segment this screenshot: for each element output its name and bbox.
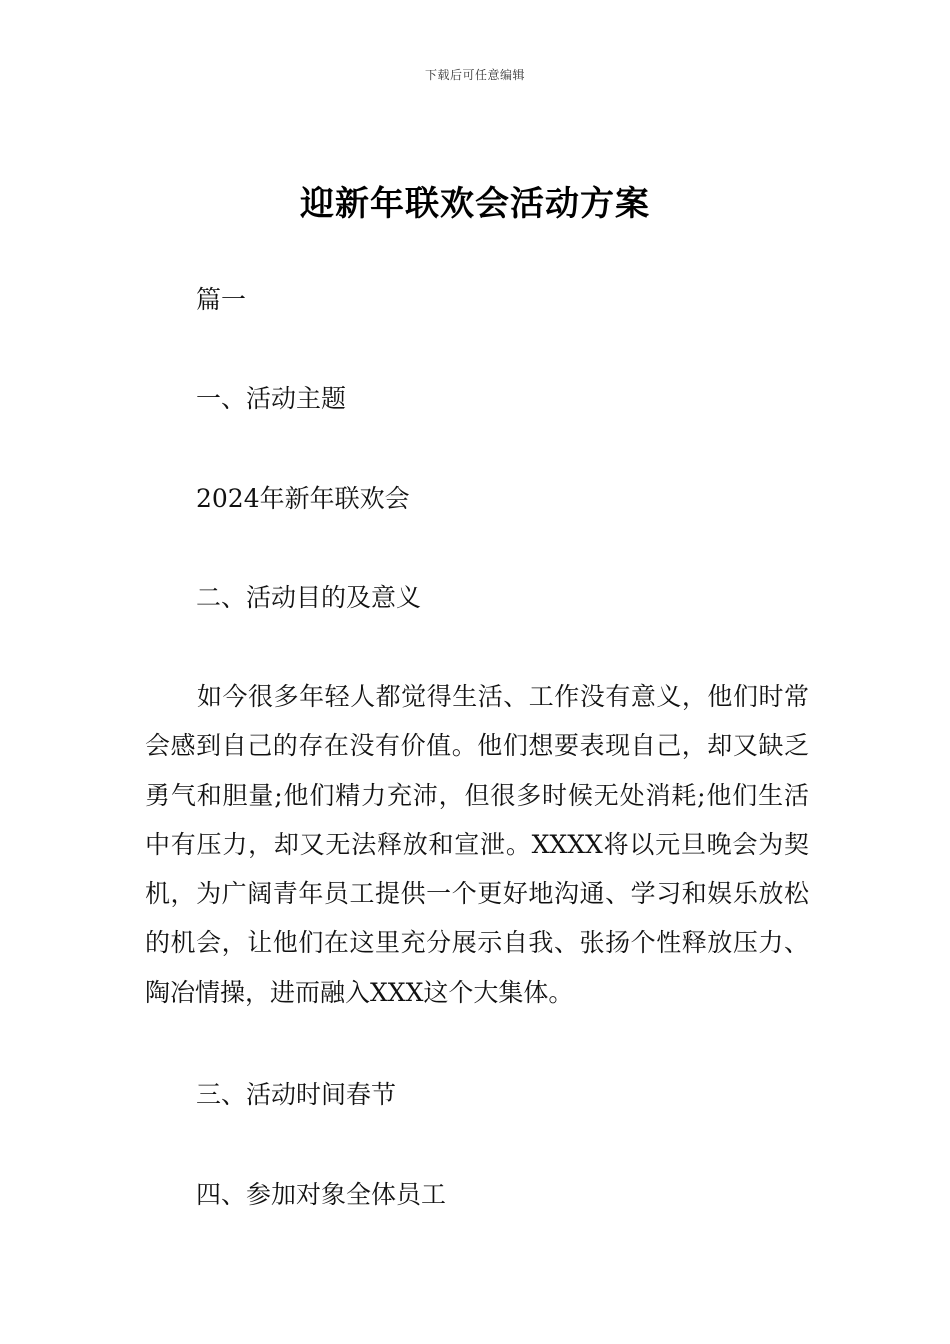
section-body-purpose: 如今很多年轻人都觉得生活、工作没有意义，他们时常会感到自己的存在没有价值。他们想要表现自己，却又缺乏勇气和胆量;他们精力充沛，但很多时候无处消耗;他们生活中有压力，却又无法释放和宣泄。XXXX将以元旦晚会为契机，为广阔青年员工提供一个更好地沟通、学习和娱乐放松的机会，让他们在这里充分展示自我、张扬个性释放压力、陶冶情操，进而融入XXX这个大集体。 xyxy=(145,682,809,1007)
document-title: 迎新年联欢会活动方案 xyxy=(300,184,650,224)
chapter-label: 篇一 xyxy=(196,285,247,314)
section-heading-time: 三、活动时间春节 xyxy=(196,1080,397,1109)
section-body-theme: 2024年新年联欢会 xyxy=(196,484,410,513)
section-heading-purpose: 二、活动目的及意义 xyxy=(196,583,422,612)
section-heading-participants: 四、参加对象全体员工 xyxy=(196,1180,447,1209)
section-heading-theme: 一、活动主题 xyxy=(196,384,347,413)
header-note: 下载后可任意编辑 xyxy=(424,68,525,82)
